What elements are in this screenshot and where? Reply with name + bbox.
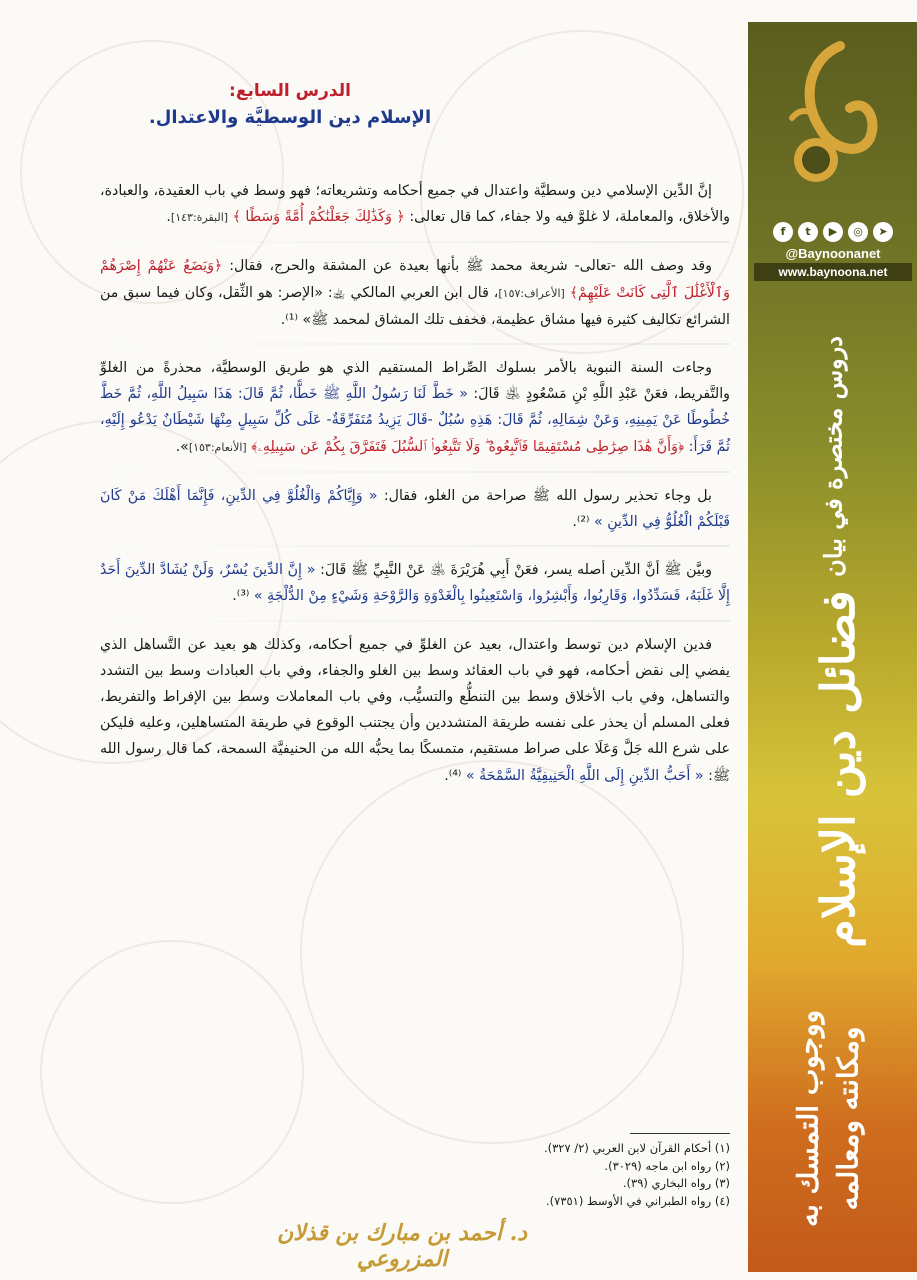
hadith-text: « أَحَبُّ الدِّينِ إِلَى اللَّهِ الْحَنِيفِيَّةُ السَّمْحَةُ » [465,767,704,784]
divider [100,343,730,345]
hadith-text: « وَإِيَّاكُمْ وَالْغُلُوَّ فِي الدِّينِ، فَإِنَّمَا أَهْلَكَ مَنْ كَانَ قَبْلَكُمْ الْغُلُوُّ فِي الدِّينِ » [100,487,730,531]
quran-verse: ﴿وَيَضَعُ عَنْهُمْ إِصْرَهُمْ وَٱلْأَغْلَٰلَ ٱلَّتِى كَانَتْ عَلَيْهِمْ﴾ [100,258,730,301]
facebook-icon[interactable]: f [773,222,793,242]
verse-reference: [البقرة:١٤٣] [170,211,229,225]
paragraph: وقد وصف الله -تعالى- شريعة محمد ﷺ بأنها بعيدة عن المشقة والحرج، فقال: ﴿وَيَضَعُ عَنْهُمْ إِصْرَهُمْ وَٱلْأَغْلَٰلَ ٱلَّتِى كَانَتْ عَلَيْهِمْ﴾ [الأعراف:١٥٧]، قال ابن العربي المالكي ﵀: «الإصر: هو الثِّقل، وكان فيما سبق من الشرائع تكاليف كثيرة فيها مشاق عظيمة، فخفف تلك المشاق لمحمد ﷺ» ⁽¹⁾. [100,258,730,328]
brand-logo [770,38,888,188]
footnote: (٤) رواه الطبراني في الأوسط (٧٣٥١). [545,1193,730,1208]
verse-reference: [الأعراف:١٥٧] [498,286,565,300]
social-block [754,222,912,281]
lesson-heading [90,78,490,132]
lesson-title: الإسلام دين الوسطيَّة والاعتدال. [148,107,432,128]
quran-verse: ﴿ وَكَذَٰلِكَ جَعَلْنَٰكُمْ أُمَّةً وَسَطًا ﴾ [232,209,405,226]
footnote: (٢) رواه ابن ماجه (٣٠٢٩). [604,1158,730,1173]
footnote: (٣) رواه البخاري (٣٩). [622,1176,730,1190]
author-signature: د. أحمد بن مبارك بن قذلان المزروعي [276,1220,528,1272]
divider [100,545,730,547]
series-title: فضائل دين الإسلام [811,590,865,948]
hadith-text: « إِنَّ الدِّينَ يُسْرٌ، وَلَنْ يُشَادَّ الدِّينَ أَحَدٌ إِلَّا غَلَبَهُ، فَسَدِّدُوا، وَقَارِبُوا، وَأَبْشِرُوا، وَاسْتَعِينُوا بِالْغَدْوَةِ وَالرَّوْحَةِ وَشَيْءٍ مِنْ الدُّلْجَةِ » [100,562,730,605]
paragraph: وبيَّن ﷺ أنَّ الدِّين أصله يسر، فعَنْ أَبِي هُرَيْرَةَ ﵁ عَنْ النَّبِيِّ ﷺ قَالَ: « إِنَّ الدِّينَ يُسْرٌ، وَلَنْ يُشَادَّ الدِّينَ أَحَدٌ إِلَّا غَلَبَهُ، فَسَدِّدُوا، وَقَارِبُوا، وَأَبْشِرُوا، وَاسْتَعِينُوا بِالْغَدْوَةِ وَالرَّوْحَةِ وَشَيْءٍ مِنْ الدُّلْجَةِ » ⁽³⁾. [100,562,730,605]
divider [100,241,730,243]
telegram-icon[interactable]: ➤ [873,222,893,242]
ornament-circle [40,940,304,1204]
paragraph: فدين الإسلام دين توسط واعتدال، بعيد عن الغلوِّ في جميع أحكامه، وكذلك هو بعيد عن التَّساهل الذي يفضي إلى نقض أحكامه، فهو في باب العقائد وسط بين الغلو والجفاء، وفي باب العبادات وسط بين التشدد والتساهل، وفي باب الأخلاق وسط بين التنطُّع والتسيُّب، وفي باب المعاملات وسط بين الإفراط والتفريط، فعلى المسلم أن يحذر على نفسه طريقة المتشددين وأن يجتنب الوقوع في طريقة المتساهلين، وعليه فليكن على شرع الله جَلَّ وَعَلَا على صراط مستقيم، متمسكًا بما يحبُّه الله من الحنيفيَّة السمحة، كما قال رسول الله ﷺ: « أَحَبُّ الدِّينِ إِلَى اللَّهِ الْحَنِيفِيَّةُ السَّمْحَةُ » ⁽⁴⁾. [100,636,730,784]
side-banner [748,22,917,1272]
divider [100,620,730,622]
footnotes [480,1133,730,1210]
hadith-text: « خَطَّ لَنَا رَسُولُ اللَّهِ ﷺ خَطًّا، ثُمَّ قَالَ: هَذَا سَبِيلُ اللَّهِ، ثُمَّ خَطَّ خُطُوطًا عَنْ يَمِينِهِ، وَعَنْ شِمَالِهِ، ثُمَّ قَالَ: هَذِهِ سُبُلٌ -قَالَ يَزِيدُ مُتَفَرِّقَةٌ- عَلَى كُلِّ سَبِيلٍ مِنْهَا شَيْطَانٌ يَدْعُو إِلَيْهِ، ثُمَّ قَرَأَ: [100,386,730,455]
series-subtitle: دروس مختصرة في بيان [818,336,848,577]
divider [100,471,730,473]
series-bottom-2: ووجوب التمسك به [791,1010,825,1227]
twitter-icon[interactable]: t [798,222,818,242]
footnote-rule [630,1133,730,1134]
paragraph: وجاءت السنة النبوية بالأمر بسلوك الصِّراط المستقيم الذي هو طريق الوسطيَّة، محذرةً من الغلوِّ والتَّفريط، فعَنْ عَبْدِ اللَّهِ بْنِ مَسْعُودٍ ﵁ قَالَ: « خَطَّ لَنَا رَسُولُ اللَّهِ ﷺ خَطًّا، ثُمَّ قَالَ: هَذَا سَبِيلُ اللَّهِ، ثُمَّ خَطَّ خُطُوطًا عَنْ يَمِينِهِ، وَعَنْ شِمَالِهِ، ثُمَّ قَالَ: هَذِهِ سُبُلٌ -قَالَ يَزِيدُ مُتَفَرِّقَةٌ- عَلَى كُلِّ سَبِيلٍ مِنْهَا شَيْطَانٌ يَدْعُو إِلَيْهِ، ثُمَّ قَرَأَ: ﴿وَأَنَّ هَٰذَا صِرَٰطِى مُسْتَقِيمًا فَٱتَّبِعُوهُ ۖ وَلَا تَتَّبِعُوا۟ ٱلسُّبُلَ فَتَفَرَّقَ بِكُمْ عَن سَبِيلِهِۦ﴾ [الأنعام:١٥٣]». [100,360,730,455]
verse-reference: [الأنعام:١٥٣] [188,440,247,454]
youtube-icon[interactable]: ▶ [823,222,843,242]
social-handle[interactable]: @Baynoonanet [785,246,881,261]
instagram-icon[interactable]: ◎ [848,222,868,242]
quran-verse: ﴿وَأَنَّ هَٰذَا صِرَٰطِى مُسْتَقِيمًا فَٱتَّبِعُوهُ ۖ وَلَا تَتَّبِعُوا۟ ٱلسُّبُلَ فَتَفَرَّقَ بِكُمْ عَن سَبِيلِهِۦ﴾ [251,438,685,455]
website-link[interactable]: www.baynoona.net [754,263,912,281]
lesson-number: الدرس السابع: [229,81,351,101]
paragraph: بل وجاء تحذير رسول الله ﷺ صراحة من الغلو، فقال: « وَإِيَّاكُمْ وَالْغُلُوَّ فِي الدِّينِ، فَإِنَّمَا أَهْلَكَ مَنْ كَانَ قَبْلَكُمْ الْغُلُوُّ فِي الدِّينِ » ⁽²⁾. [100,487,730,531]
footnote: (١) أحكام القرآن لابن العربي (٢/ ٣٢٧). [543,1141,730,1155]
paragraph: إنَّ الدِّين الإسلامي دين وسطيَّة واعتدال في جميع أحكامه وتشريعاته؛ فهو وسط في باب العقيدة، والعبادة، والأخلاق، والمعاملة، لا غلوَّ فيه ولا جفاء، كما قال تعالى: ﴿ وَكَذَٰلِكَ جَعَلْنَٰكُمْ أُمَّةً وَسَطًا ﴾ [البقرة:١٤٣]. [100,183,730,226]
ornament-circle [300,760,684,1144]
lesson-body [100,178,730,799]
series-bottom-1: ومكانته ومعالمه [831,1026,865,1211]
